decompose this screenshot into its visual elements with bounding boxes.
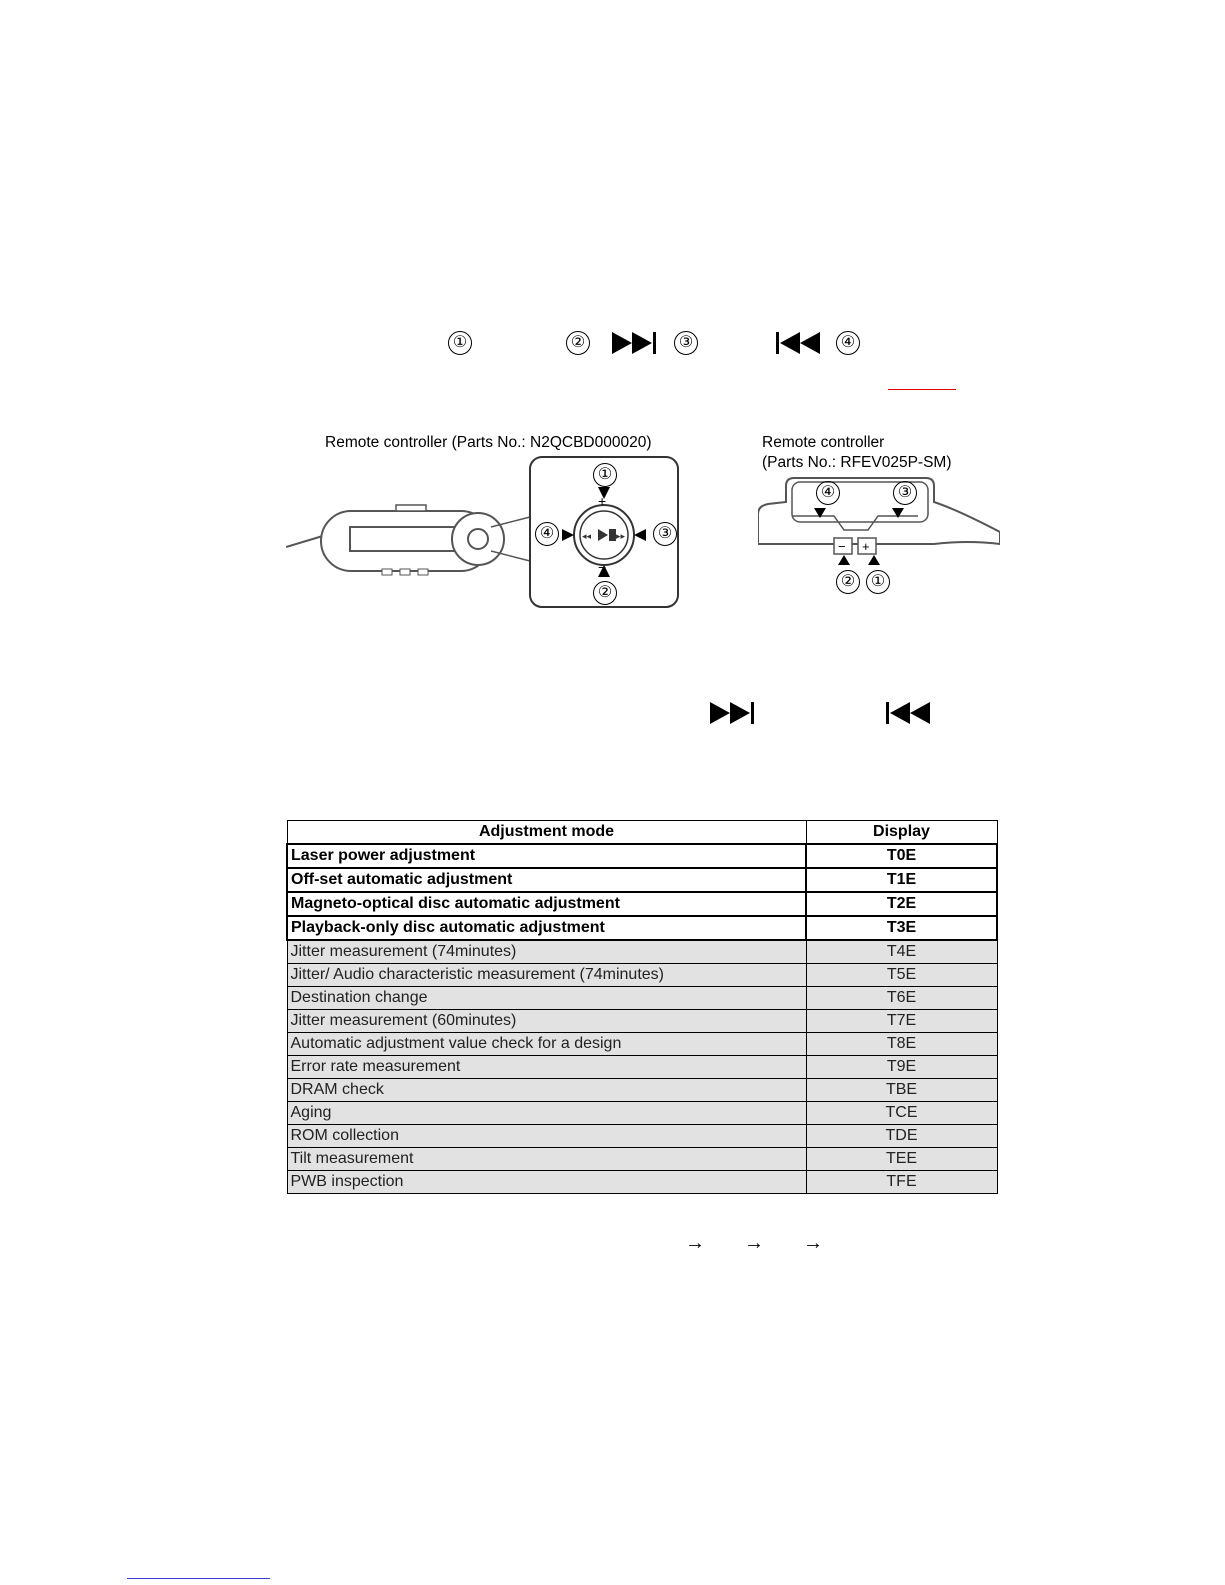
remote-right-number-4: ④ — [816, 481, 840, 505]
mode-cell: ROM collection — [287, 1125, 806, 1148]
svg-text:+: + — [862, 539, 870, 554]
key-number-2: ② — [566, 331, 590, 355]
svg-text:◂◂: ◂◂ — [582, 531, 592, 541]
table-row — [287, 964, 997, 987]
mode-cell: Destination change — [287, 987, 806, 1010]
key-number-3: ③ — [674, 331, 698, 355]
display-cell: T5E — [806, 964, 997, 987]
plus-label: + — [598, 493, 607, 509]
remote-left-number-1: ① — [593, 463, 617, 487]
table-row — [287, 1079, 997, 1102]
header-adjustment-mode: Adjustment mode — [287, 821, 806, 845]
display-cell: T3E — [806, 916, 997, 940]
display-cell: TFE — [806, 1171, 997, 1194]
remote-right-number-2: ② — [836, 570, 860, 594]
header-display: Display — [806, 821, 997, 845]
mode-cell: Jitter/ Audio characteristic measurement (74minutes) — [287, 964, 806, 987]
table-row — [287, 940, 997, 964]
display-cell: T4E — [806, 940, 997, 964]
svg-text:−: − — [838, 539, 846, 554]
display-cell: T7E — [806, 1010, 997, 1033]
adjustment-mode-table — [286, 820, 998, 1194]
mode-cell: DRAM check — [287, 1079, 806, 1102]
remote-right-number-3: ③ — [893, 481, 917, 505]
table-row — [287, 868, 997, 892]
table-row — [287, 892, 997, 916]
table-row — [287, 1125, 997, 1148]
table-row — [287, 916, 997, 940]
remote-right-number-1: ① — [866, 570, 890, 594]
mode-cell: Laser power adjustment — [287, 844, 806, 868]
remote-right-diagram — [758, 472, 1000, 556]
display-cell: T8E — [806, 1033, 997, 1056]
remote-left-number-2: ② — [593, 581, 617, 605]
display-cell: TCE — [806, 1102, 997, 1125]
mode-cell: Jitter measurement (60minutes) — [287, 1010, 806, 1033]
remote-left-diagram — [286, 455, 686, 610]
arrow-right-icon: → — [685, 1232, 705, 1254]
table-row — [287, 1171, 997, 1194]
arrow-right-icon: → — [744, 1232, 764, 1254]
skip-back-icon-2 — [886, 700, 934, 726]
skip-forward-icon-2 — [710, 700, 758, 726]
mode-cell: Magneto-optical disc automatic adjustment — [287, 892, 806, 916]
arrow-right-icon: → — [803, 1232, 823, 1254]
remote-right-caption-line1: Remote controller — [762, 434, 885, 451]
table-row — [287, 1102, 997, 1125]
table-row — [287, 1010, 997, 1033]
remote-right-up-arrows — [838, 553, 884, 567]
remote-left-number-3: ③ — [653, 522, 677, 546]
key-number-4: ④ — [836, 331, 860, 355]
mode-cell: Aging — [287, 1102, 806, 1125]
mode-cell: Automatic adjustment value check for a design — [287, 1033, 806, 1056]
svg-text:▸▸: ▸▸ — [616, 531, 626, 541]
display-cell: T6E — [806, 987, 997, 1010]
red-underline — [888, 389, 956, 390]
remote-left-caption: Remote controller (Parts No.: N2QCBD000020) — [325, 434, 652, 451]
table-row — [287, 1148, 997, 1171]
mode-cell: Tilt measurement — [287, 1148, 806, 1171]
table-row — [287, 1033, 997, 1056]
table-row — [287, 844, 997, 868]
remote-right-caption-line2: (Parts No.: RFEV025P-SM) — [762, 454, 952, 471]
footnote-link-underline — [127, 1578, 270, 1579]
display-cell: T1E — [806, 868, 997, 892]
display-cell: TDE — [806, 1125, 997, 1148]
display-cell: TEE — [806, 1148, 997, 1171]
mode-cell: Jitter measurement (74minutes) — [287, 940, 806, 964]
minus-label: − — [598, 559, 607, 575]
mode-cell: Playback-only disc automatic adjustment — [287, 916, 806, 940]
key-number-1: ① — [448, 331, 472, 355]
skip-forward-icon — [612, 330, 660, 356]
display-cell: T2E — [806, 892, 997, 916]
mode-cell: PWB inspection — [287, 1171, 806, 1194]
display-cell: T9E — [806, 1056, 997, 1079]
remote-left-number-4: ④ — [535, 522, 559, 546]
display-cell: T0E — [806, 844, 997, 868]
display-cell: TBE — [806, 1079, 997, 1102]
table-row — [287, 987, 997, 1010]
skip-back-icon — [776, 330, 824, 356]
mode-cell: Error rate measurement — [287, 1056, 806, 1079]
mode-cell: Off-set automatic adjustment — [287, 868, 806, 892]
table-header-row — [287, 821, 997, 845]
table-row — [287, 1056, 997, 1079]
